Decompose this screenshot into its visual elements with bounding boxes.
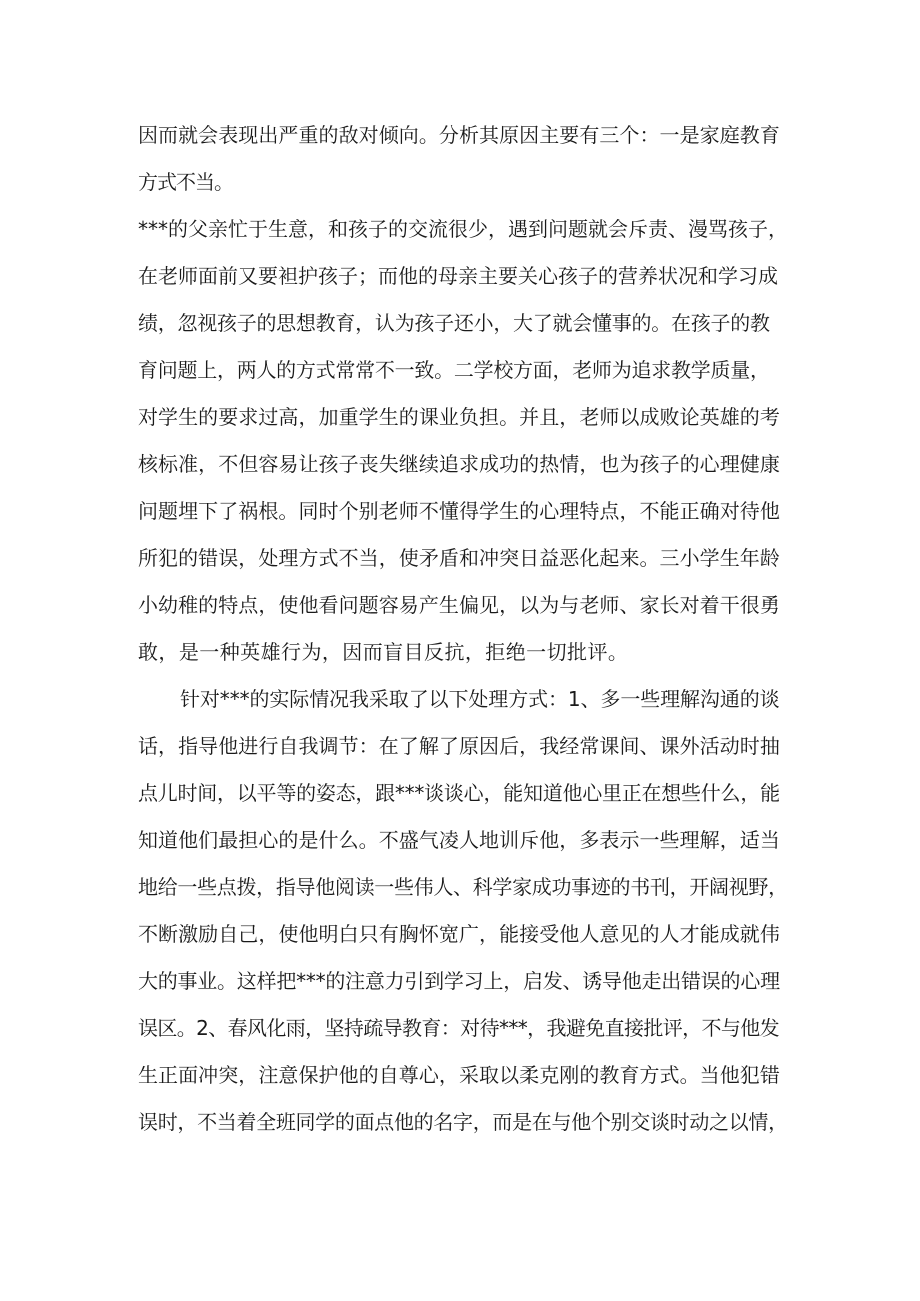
- text-line-indented: 针对***的实际情况我采取了以下处理方式：1、多一些理解沟通的谈: [180, 687, 780, 711]
- text-line: 知道他们最担心的是什么。不盛气凌人地训斥他，多表示一些理解，适当: [138, 828, 780, 852]
- text-line: ***的父亲忙于生意，和孩子的交流很少，遇到问题就会斥责、漫骂孩子，: [138, 217, 788, 241]
- text-line: 育问题上，两人的方式常常不一致。二学校方面，老师为追求教学质量，: [138, 358, 770, 382]
- text-line: 在老师面前又要袒护孩子；而他的母亲主要关心孩子的营养状况和学习成: [138, 264, 778, 288]
- text-line: 点儿时间，以平等的姿态，跟***谈谈心，能知道他心里正在想些什么，能: [138, 781, 780, 805]
- text-line: 不断激励自己，使他明白只有胸怀宽广，能接受他人意见的人才能成就伟: [138, 922, 780, 946]
- text-line: 话，指导他进行自我调节：在了解了原因后，我经常课间、课外活动时抽: [138, 734, 780, 758]
- text-line: 地给一些点拨，指导他阅读一些伟人、科学家成功事迹的书刊，开阔视野，: [138, 875, 788, 899]
- text-line: 生正面冲突，注意保护他的自尊心，采取以柔克刚的教育方式。当他犯错: [138, 1063, 780, 1087]
- text-line: 绩，忽视孩子的思想教育，认为孩子还小，大了就会懂事的。在孩子的教: [138, 311, 770, 335]
- text-line: 误时，不当着全班同学的面点他的名字，而是在与他个别交谈时动之以情，: [138, 1110, 788, 1134]
- text-line: 敢，是一种英雄行为，因而盲目反抗，拒绝一切批评。: [138, 640, 629, 664]
- text-line: 核标准，不但容易让孩子丧失继续追求成功的热情，也为孩子的心理健康: [138, 452, 780, 476]
- text-line: 所犯的错误，处理方式不当，使矛盾和冲突日益恶化起来。三小学生年龄: [138, 546, 780, 570]
- text-line: 误区。2、春风化雨，坚持疏导教育：对待***，我避免直接批评，不与他发: [138, 1016, 780, 1040]
- text-line: 因而就会表现出严重的敌对倾向。分析其原因主要有三个：一是家庭教育: [138, 123, 780, 147]
- text-line: 小幼稚的特点，使他看问题容易产生偏见，以为与老师、家长对着干很勇: [138, 593, 780, 617]
- text-line: 大的事业。这样把***的注意力引到学习上，启发、诱导他走出错误的心理: [138, 969, 780, 993]
- text-line: 问题埋下了祸根。同时个别老师不懂得学生的心理特点，不能正确对待他: [138, 499, 780, 523]
- text-line: 方式不当。: [138, 170, 233, 194]
- text-line: 对学生的要求过高，加重学生的课业负担。并且，老师以成败论英雄的考: [138, 405, 780, 429]
